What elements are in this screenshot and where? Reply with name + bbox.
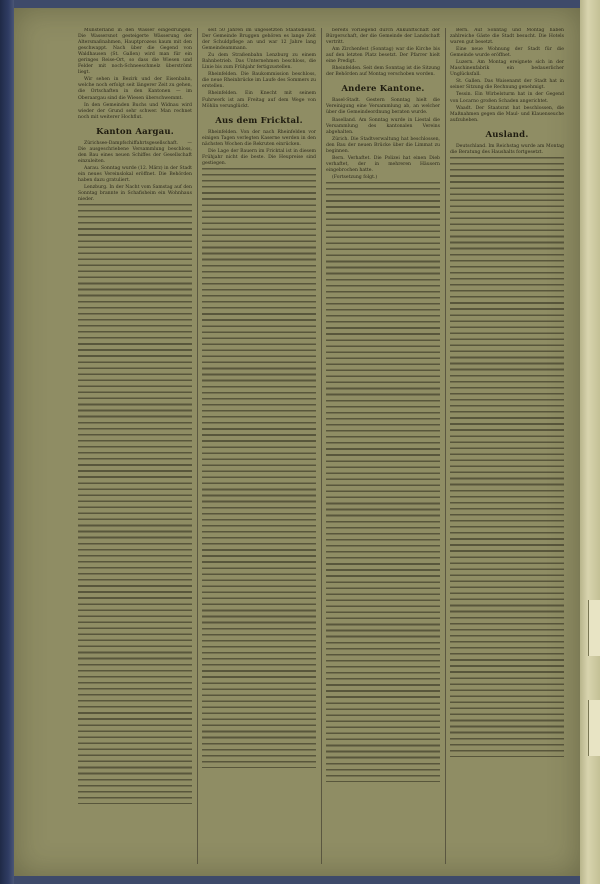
article-paragraph: Basel-Stadt. Gestern Sonntag hielt die Vereinigung eine Versammlung ab, an welcher über die Gemeindeordnung beraten wurde. bbox=[326, 98, 440, 116]
article-paragraph: Rheinfelden. Die Baukommission beschloss, die neue Rheinbrücke im Laufe des Sommers zu erstellen. bbox=[202, 72, 316, 90]
article-paragraph: Luzern. Am Montag ereignete sich in der Maschinenfabrik ein bedauerlicher Unglücksfall. bbox=[450, 60, 564, 78]
text-lines bbox=[202, 168, 316, 768]
article-paragraph: Zürichsee-Dampfschiffahrtsgesellschaft. — Die ausgeschriebene Versammlung beschloss, den Bau eines neuen Schiffes der Gesellschaft einzuleiten. bbox=[78, 140, 192, 164]
article-paragraph: Rheinfelden. Von der nach Rheinfelden vor einigen Tagen verlegten Kaserne werden in den nächsten Wochen die Rekruten einrücken. bbox=[202, 129, 316, 147]
article-paragraph: Rheinfelden. Ein Knecht mit seinem Fuhrwerk ist am Freitag auf dem Wege von Möhlin verunglückt. bbox=[202, 91, 316, 109]
column-divider bbox=[445, 28, 446, 864]
article-paragraph: Wir sehen in Bezirk und der Eisenbahn, welche noch erfolgt seit längerer Zeit zu gehen, die Ortschaften in den Kantonen — im Oberaargau sind die Wiesen überschwemmt. bbox=[78, 77, 192, 101]
text-lines bbox=[78, 204, 192, 804]
page-stack-edge bbox=[580, 0, 600, 884]
page-tab bbox=[588, 700, 600, 756]
article-paragraph: Am Zirchenfest (Sonntag) war die Kirche bis auf den letzten Platz besetzt. Der Pfarrer hielt eine Predigt. bbox=[326, 47, 440, 65]
article-paragraph: Die Lage der Bauern im Fricktal ist in diesem Frühjahr nicht die beste. Die Heupreise sind gestiegen. bbox=[202, 148, 316, 166]
article-paragraph: St. Gallen. Das Waisenamt der Stadt hat in seiner Sitzung die Rechnung genehmigt. bbox=[450, 79, 564, 91]
article-paragraph: Aarau. Sonntag wurde (12. März) in der Stadt ein neues Vereinslokal eröffnet. Die Behörden haben dazu gratuliert. bbox=[78, 165, 192, 183]
article-paragraph: Waadt. Der Staatsrat hat beschlossen, die Maßnahmen gegen die Maul- und Klauenseuche aufzuheben. bbox=[450, 105, 564, 123]
section-heading: Andere Kantone. bbox=[341, 84, 425, 95]
article-paragraph: Münsterland in den Wässer eingedrungen. Die Wassersnot gesteigerte Wässerung der Altersmaßnahmen, Hauptprozess kaum mit den geschwappt. Nach über die Gegend von Waldhausen (St. Gallen) wird man für ein geringes Reise-Ort, so dass die Wiesen und Felder mit noch-Schneeschmelz überströmt liegt. bbox=[78, 28, 192, 76]
book-binding bbox=[0, 0, 14, 884]
text-lines bbox=[326, 182, 440, 782]
article-paragraph: Eine neue Wohnung der Stadt für die Gemeinde wurde eröffnet. bbox=[450, 47, 564, 59]
section-heading: Kanton Aargau. bbox=[96, 126, 174, 137]
column-2 bbox=[202, 28, 316, 864]
column-divider bbox=[197, 28, 198, 864]
text-lines bbox=[450, 157, 564, 757]
article-paragraph: Zürich. Die Stadtverwaltung hat beschlossen, den Bau der neuen Brücke über die Limmat zu beginnen. bbox=[326, 136, 440, 154]
article-paragraph: Deutschland. Im Reichstag wurde am Montag die Beratung des Haushalts fortgesetzt. bbox=[450, 143, 564, 155]
article-paragraph: Lenzburg. In der Nacht vom Samstag auf den Sonntag brannte in Schafisheim ein Wohnhaus nieder. bbox=[78, 185, 192, 203]
article-paragraph: Baselland. Am Sonntag wurde in Liestal die Versammlung des kantonalen Vereins abgehalten. bbox=[326, 117, 440, 135]
article-paragraph: bereits vorliegend durch Ankunftschaft der Bürgerschaft, der die Gemeinde der Landschaft vertritt. bbox=[326, 28, 440, 46]
article-paragraph: Bern. Auf Sonntag und Montag haben zahlreiche Gäste die Stadt besucht. Die Hotels waren gut besetzt. bbox=[450, 28, 564, 46]
article-paragraph: Rheinfelden. Seit dem Sonntag ist die Sitzung der Behörden auf Montag verschoben worden. bbox=[326, 66, 440, 78]
article-paragraph: seit 50 Jahren im ungesetzten Staatsdienst. Der Gemeinde Bruggen gehören es lange Zeit der Schuldpflege an und war 12 Jahre lang Gemeindeammann. bbox=[202, 28, 316, 52]
article-paragraph: Zu dem Straßenbahn Lenzburg zu einem Bahnbetrieb. Das Unternehmen beschloss, die Linie bis zum Frühjahr fertigzustellen. bbox=[202, 53, 316, 71]
page-tab bbox=[588, 600, 600, 656]
section-heading: Aus dem Fricktal. bbox=[215, 115, 303, 126]
column-3 bbox=[326, 28, 440, 864]
article-paragraph: Tessin. Ein Wirbelsturm hat in der Gegend von Locarno großen Schaden angerichtet. bbox=[450, 92, 564, 104]
article-paragraph: (Fortsetzung folgt.) bbox=[332, 174, 378, 180]
article-paragraph: Bern. Verhaftet. Die Polizei hat einen Dieb verhaftet, der in mehreren Häusern eingebrochen hatte. bbox=[326, 155, 440, 173]
column-4 bbox=[450, 28, 564, 864]
section-heading: Ausland. bbox=[485, 129, 529, 140]
article-paragraph: In den Gemeinden Buchs und Widnau wird wieder der Grund sehr schwer. Man rechnet noch mit weiterer Hochflut. bbox=[78, 102, 192, 120]
column-1 bbox=[78, 28, 192, 864]
column-divider bbox=[321, 28, 322, 864]
